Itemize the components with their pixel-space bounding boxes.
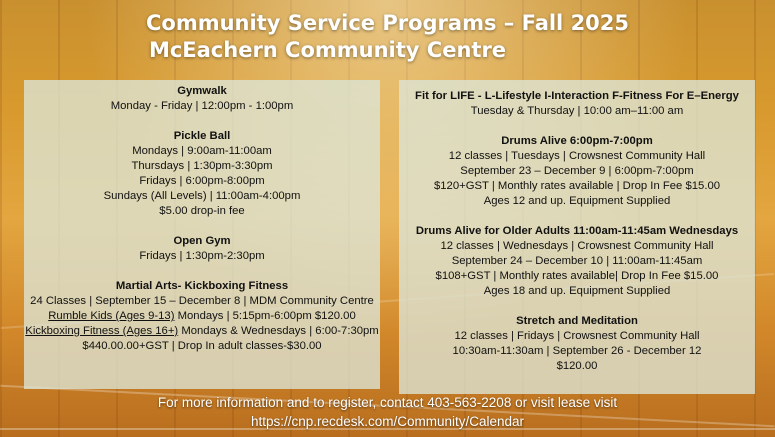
footer-contact-text: For more information and to register, contact 403-563-2208 or visit lease visit xyxy=(157,395,618,410)
stretch-section xyxy=(399,314,755,374)
section-line: Tuesday & Thursday | 10:00 am–11:00 am xyxy=(470,105,684,117)
fitforlife-section xyxy=(399,89,755,119)
footer-url-link[interactable]: https://cnp.recdesk.com/Community/Calendar xyxy=(250,414,525,429)
section-title: Martial Arts- Kickboxing Fitness xyxy=(115,280,289,292)
drumsolder-section xyxy=(399,224,755,299)
section-line xyxy=(24,309,380,324)
section-line: Fridays | 6:00pm-8:00pm xyxy=(139,175,265,187)
section-line: 10:30am-11:30am | September 26 - December 12 xyxy=(452,345,702,357)
section-line: Sundays (All Levels) | 11:00am-4:00pm xyxy=(103,190,301,202)
footer xyxy=(0,393,775,431)
rumble-kids-link[interactable]: Rumble Kids (Ages 9-13) xyxy=(48,310,175,322)
pickleball-section xyxy=(24,129,380,219)
section-title: Gymwalk xyxy=(177,85,227,97)
section-line: $120+GST | Monthly rates available | Drop In Fee $15.00 xyxy=(433,180,721,192)
page-header xyxy=(0,10,775,64)
section-line: 12 classes | Fridays | Crowsnest Community Hall xyxy=(454,330,700,342)
section-line: Thursdays | 1:30pm-3:30pm xyxy=(131,160,273,172)
section-title: Stretch and Meditation xyxy=(516,315,638,327)
section-title: Fit for LIFE - L-Lifestyle I-Interaction F-Fitness For E–Energy xyxy=(415,90,739,102)
section-title: Open Gym xyxy=(173,235,231,247)
section-line: Mondays | 9:00am-11:00am xyxy=(132,145,272,157)
page-subtitle: McEachern Community Centre xyxy=(148,38,507,62)
section-line: Monday - Friday | 12:00pm - 1:00pm xyxy=(110,100,294,112)
section-line: $440.00.00+GST | Drop In adult classes-$30.00 xyxy=(82,340,322,352)
martialarts-section xyxy=(24,279,380,354)
section-title: Pickle Ball xyxy=(173,130,231,142)
gymwalk-section xyxy=(24,84,380,114)
section-line: $108+GST | Monthly rates available| Drop In Fee $15.00 xyxy=(435,270,719,282)
opengym-section xyxy=(24,234,380,264)
section-line: September 24 – December 10 | 11:00am-11:45am xyxy=(451,255,703,267)
section-line: Ages 18 and up. Equipment Supplied xyxy=(483,285,671,297)
left-panel xyxy=(24,80,380,389)
section-line: Ages 12 and up. Equipment Supplied xyxy=(483,195,671,207)
section-line-text: Mondays & Wednesdays | 6:00-7:30pm xyxy=(178,325,379,337)
section-line: $120.00 xyxy=(556,360,598,372)
right-panel xyxy=(399,80,755,394)
section-line-text: Mondays | 5:15pm-6:00pm $120.00 xyxy=(174,310,356,322)
section-line: Fridays | 1:30pm-2:30pm xyxy=(139,250,265,262)
kickboxing-fitness-link[interactable]: Kickboxing Fitness (Ages 16+) xyxy=(25,325,179,337)
drums-section xyxy=(399,134,755,209)
section-line: 12 classes | Wednesdays | Crowsnest Community Hall xyxy=(440,240,714,252)
section-line: $5.00 drop-in fee xyxy=(159,205,245,217)
section-line xyxy=(24,324,380,339)
section-line: 12 classes | Tuesdays | Crowsnest Community Hall xyxy=(448,150,706,162)
section-title: Drums Alive for Older Adults 11:00am-11:45am Wednesdays xyxy=(415,225,739,237)
page-title: Community Service Programs – Fall 2025 xyxy=(145,11,630,35)
section-title: Drums Alive 6:00pm-7:00pm xyxy=(501,135,653,147)
section-line: 24 Classes | September 15 – December 8 | MDM Community Centre xyxy=(30,295,374,307)
section-line: September 23 – December 9 | 6:00pm-7:00pm xyxy=(460,165,694,177)
